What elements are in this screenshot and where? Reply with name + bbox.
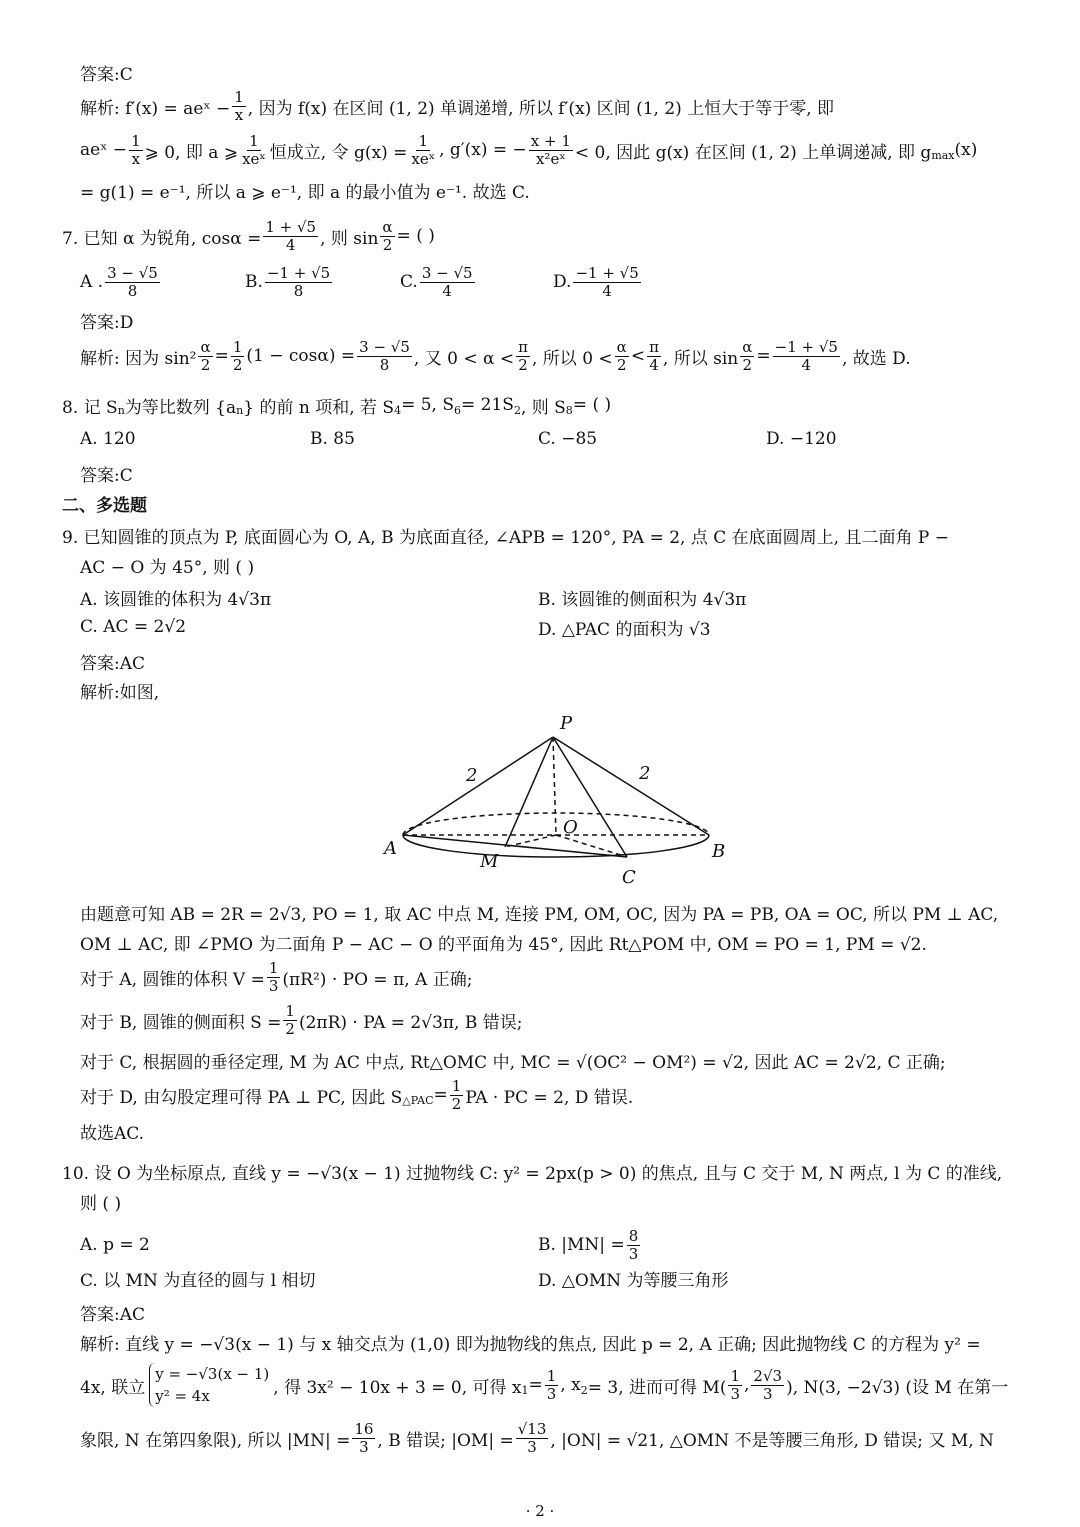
text-run: = g(1) = e⁻¹, 所以 a ⩾ e⁻¹, 即 a 的最小值为 e⁻¹. 故选 C. <box>80 182 530 203</box>
denominator: 8 <box>293 281 304 300</box>
options-row <box>0 1258 1080 1298</box>
fraction <box>232 89 246 124</box>
option <box>400 265 477 300</box>
fraction <box>773 339 840 374</box>
label-PA-length: 2 <box>466 765 478 786</box>
numerator: 2√3 <box>753 1366 783 1385</box>
text-run: 解析: 因为 sin² <box>80 348 197 369</box>
text-line <box>80 300 133 340</box>
options-row <box>0 419 1080 459</box>
text-line <box>80 922 927 962</box>
denominator: xeˣ <box>411 149 436 168</box>
subscript: max <box>931 148 955 162</box>
numerator: 1 <box>285 1001 295 1020</box>
text-run: A. 该圆锥的体积为 4√3π <box>80 589 272 610</box>
text-line <box>80 1040 946 1080</box>
numerator: −1 + √5 <box>774 337 838 356</box>
option <box>80 585 271 610</box>
text-run: 7. 已知 α 为锐角, cosα = <box>62 228 262 249</box>
subscript: 4 <box>394 403 402 417</box>
text-run: 解析: 直线 y = −√3(x − 1) 与 x 轴交点为 (1,0) 即为抛物线的焦点, 因此 p = 2, A 正确; 因此抛物线 C 的方程为 y² = <box>80 1334 981 1355</box>
text-run: = ( ) <box>396 226 435 246</box>
denominator: 3 <box>359 1437 369 1456</box>
text-run: 答案:D <box>80 312 134 333</box>
text-run: 4x, 联立 <box>80 1377 146 1398</box>
options-row <box>0 262 1080 302</box>
text-run: , g′(x) = − <box>439 140 527 160</box>
numerator: −1 + √5 <box>575 263 639 282</box>
text-run: = 3, 进而可得 M( <box>587 1377 727 1398</box>
text-run: } 的前 n 项和, 若 S <box>243 397 395 418</box>
label-P: P <box>560 713 573 734</box>
equation: y = −√3(x − 1) <box>155 1365 270 1383</box>
subscript: 8 <box>565 403 573 417</box>
text-run: , |ON| = √21, △OMN 不是等腰三角形, D 错误; 又 M, N <box>550 1430 994 1451</box>
label-B: B <box>712 841 726 862</box>
text-line <box>80 1181 121 1221</box>
option <box>538 615 711 640</box>
text-line <box>80 957 472 997</box>
fraction <box>516 339 530 374</box>
text-line <box>80 1111 144 1151</box>
fraction <box>409 133 437 168</box>
edge-PC <box>553 737 627 857</box>
numerator: 1 <box>730 1366 740 1385</box>
fraction <box>352 1421 375 1456</box>
text-run: A. p = 2 <box>80 1235 150 1255</box>
text-line <box>80 1075 633 1115</box>
fraction <box>573 265 640 300</box>
text-run: D. △OMN 为等腰三角形 <box>538 1270 729 1291</box>
text-run: 答案:C <box>80 465 133 486</box>
text-run: A. 120 <box>80 429 136 449</box>
text-run: < <box>630 346 646 366</box>
text-run: D. △PAC 的面积为 √3 <box>538 619 711 640</box>
subscript: △PAC <box>402 1093 434 1107</box>
option <box>310 429 355 449</box>
text-run: 恒成立, 令 g(x) = <box>269 142 408 163</box>
base-ellipse-front <box>403 835 709 857</box>
text-line <box>62 216 435 256</box>
fraction <box>615 339 629 374</box>
subscript: n <box>117 403 125 417</box>
fraction <box>283 1003 297 1038</box>
denominator: 2 <box>518 355 528 374</box>
denominator: 2 <box>382 235 393 254</box>
denominator: xeˣ <box>242 149 266 168</box>
text-run: B. |MN| = <box>538 1235 625 1255</box>
denominator: 8 <box>379 355 390 374</box>
text-run: (πR²) · PO = π, A 正确; <box>282 969 473 990</box>
cone-figure <box>370 705 750 895</box>
text-run: D. <box>553 272 572 292</box>
text-line <box>80 86 834 126</box>
subscript: 2 <box>580 1383 588 1397</box>
numerator: 1 <box>451 1076 462 1095</box>
text-run: = 21S <box>461 395 514 415</box>
denominator: x <box>234 105 244 124</box>
text-run: 由题意可知 AB = 2R = 2√3, PO = 1, 取 AC 中点 M, 连接 PM, OM, OC, 因为 PA = PB, OA = OC, 所以 PM ⊥ AC, <box>80 904 999 925</box>
denominator: 8 <box>127 281 138 300</box>
text-line <box>80 1365 1008 1405</box>
numerator: α <box>382 217 393 236</box>
label-M: M <box>480 851 499 872</box>
fraction <box>529 133 573 168</box>
subscript: 6 <box>454 403 461 417</box>
option <box>766 429 837 449</box>
denominator: 3 <box>546 1384 557 1403</box>
denominator: 2 <box>285 1019 295 1038</box>
label-PB-length: 2 <box>639 763 651 784</box>
text-run: = <box>433 1085 448 1105</box>
text-run: , <box>744 1375 750 1395</box>
option <box>80 1235 150 1255</box>
text-run: D. −120 <box>766 429 837 449</box>
equation-system <box>149 1363 269 1407</box>
text-run: ), N(3, −2√3) (设 M 在第一 <box>786 1377 1009 1398</box>
equation: y² = 4x <box>155 1387 210 1405</box>
option <box>538 429 597 449</box>
numerator: 3 − √5 <box>107 263 158 282</box>
denominator: 3 <box>628 1244 639 1263</box>
text-line <box>80 336 911 376</box>
fraction <box>267 960 281 995</box>
fraction <box>198 339 212 374</box>
text-run: PA · PC = 2, D 错误. <box>465 1087 634 1108</box>
option <box>245 265 334 300</box>
numerator: 1 <box>418 131 428 150</box>
text-run: 答案:AC <box>80 653 146 674</box>
option <box>80 429 136 449</box>
text-run: 故选AC. <box>80 1123 145 1144</box>
text-run: , B 错误; |OM| = <box>377 1430 514 1451</box>
denominator: 3 <box>527 1437 537 1456</box>
text-run: 解析:如图, <box>80 682 160 703</box>
numerator: 1 + √5 <box>265 217 317 236</box>
numerator: 3 − √5 <box>359 337 410 356</box>
denominator: 4 <box>442 281 452 300</box>
option <box>80 1266 316 1291</box>
text-run: 对于 C, 根据圆的垂径定理, M 为 AC 中点, Rt△OMC 中, MC = √(OC² − OM²) = √2, 因此 AC = 2√2, C 正确; <box>80 1052 946 1073</box>
page-number: · 2 · <box>525 1502 555 1520</box>
numerator: 1 <box>268 958 279 977</box>
numerator: 3 − √5 <box>421 263 473 282</box>
denominator: 4 <box>649 355 659 374</box>
option <box>538 585 746 610</box>
fraction <box>647 339 661 374</box>
edge-PO <box>553 737 556 835</box>
text-run: = <box>528 1375 543 1395</box>
text-run: A . <box>80 272 104 292</box>
text-run: , x <box>560 1375 581 1395</box>
fraction <box>751 1368 784 1403</box>
text-run: B. 85 <box>310 429 355 449</box>
text-run: , 又 0 < α < <box>413 348 515 369</box>
option <box>80 265 162 300</box>
text-run: , 则 S <box>520 397 566 418</box>
text-line <box>80 1000 523 1040</box>
numerator: π <box>649 337 659 356</box>
text-run: 9. 已知圆锥的顶点为 P, 底面圆心为 O, A, B 为底面直径, ∠APB = 120°, PA = 2, 点 C 在底面圆周上, 且二面角 P − <box>62 527 949 548</box>
text-run: B. <box>245 272 263 292</box>
text-run: C. −85 <box>538 429 598 449</box>
numerator: 1 <box>232 337 243 356</box>
numerator: 16 <box>354 1419 374 1438</box>
numerator: √13 <box>517 1419 547 1438</box>
numerator: π <box>518 337 528 356</box>
denominator: x²eˣ <box>535 149 566 168</box>
denominator: 3 <box>730 1384 740 1403</box>
numerator: α <box>200 337 211 356</box>
edge-PA <box>403 737 553 835</box>
fraction <box>357 339 412 374</box>
text-run: < 0, 因此 g(x) 在区间 (1, 2) 上单调递减, 即 g <box>574 142 932 163</box>
text-run: , 所以 0 < <box>531 348 613 369</box>
denominator: 2 <box>200 355 211 374</box>
text-run: 二、多选题 <box>62 495 147 516</box>
text-line <box>80 170 530 210</box>
denominator: 4 <box>602 281 612 300</box>
text-run: 象限, N 在第四象限), 所以 |MN| = <box>80 1430 351 1451</box>
denominator: 2 <box>616 355 627 374</box>
text-run: = <box>756 346 771 366</box>
text-run: , 则 sin <box>320 228 379 249</box>
fraction <box>516 1421 549 1456</box>
subscript: n <box>236 403 244 417</box>
numerator: 8 <box>628 1226 639 1245</box>
denominator: 2 <box>451 1094 462 1113</box>
denominator: 2 <box>742 355 753 374</box>
text-run: AC − O 为 45°, 则 ( ) <box>80 557 255 578</box>
fraction <box>263 219 318 254</box>
text-run: = <box>214 346 229 366</box>
text-run: 8. 记 S <box>62 397 118 418</box>
text-run: 解析: f′(x) = aeˣ − <box>80 98 231 119</box>
text-run: , 故选 D. <box>841 348 911 369</box>
numerator: α <box>742 337 753 356</box>
text-line <box>62 1151 1002 1191</box>
text-run: 10. 设 O 为坐标原点, 直线 y = −√3(x − 1) 过抛物线 C: y² = 2px(p > 0) 的焦点, 且与 C 交于 M, N 两点, l 为 C 的准线, <box>62 1163 1003 1184</box>
text-run: 对于 B, 圆锥的侧面积 S = <box>80 1012 282 1033</box>
fraction <box>728 1368 742 1403</box>
denominator: 3 <box>762 1384 773 1403</box>
fraction <box>105 265 160 300</box>
text-run: 答案:AC <box>80 1304 146 1325</box>
text-run: = 5, S <box>401 395 454 415</box>
fraction <box>380 219 394 254</box>
options-row <box>0 607 1080 647</box>
fraction <box>231 339 245 374</box>
text-line <box>80 670 159 710</box>
denominator: x <box>131 149 141 168</box>
text-run: OM ⊥ AC, 即 ∠PMO 为二面角 P − AC − O 的平面角为 45°, 因此 Rt△POM 中, OM = PO = 1, PM = √2. <box>80 934 927 955</box>
label-A: A <box>384 838 397 859</box>
numerator: 1 <box>546 1366 557 1385</box>
subscript: 1 <box>521 1383 529 1397</box>
text-run: aeˣ − <box>80 140 128 160</box>
text-run: 为等比数列 {a <box>124 397 237 418</box>
text-run: C. <box>400 272 418 292</box>
numerator: x + 1 <box>530 131 571 150</box>
text-run: 答案:C <box>80 64 133 85</box>
fraction <box>240 133 268 168</box>
fraction <box>265 265 332 300</box>
text-run: = ( ) <box>572 395 612 415</box>
fraction <box>129 133 143 168</box>
label-O: O <box>563 817 578 838</box>
numerator: α <box>616 337 627 356</box>
text-run: , 因为 f(x) 在区间 (1, 2) 单调递增, 所以 f′(x) 区间 (1, 2) 上恒大于等于零, 即 <box>247 98 835 119</box>
option <box>553 265 643 300</box>
text-run: C. 以 MN 为直径的圆与 l 相切 <box>80 1270 316 1291</box>
text-run: (x) <box>954 140 978 160</box>
text-run: (2πR) · PA = 2√3π, B 错误; <box>298 1012 523 1033</box>
numerator: 1 <box>131 131 141 150</box>
fraction <box>740 339 754 374</box>
text-run: B. 该圆锥的侧面积为 4√3π <box>538 589 747 610</box>
text-line <box>80 130 977 170</box>
text-run: ⩾ 0, 即 a ⩾ <box>144 142 239 163</box>
text-run: 则 ( ) <box>80 1193 122 1214</box>
fraction <box>420 265 475 300</box>
text-run: 对于 D, 由勾股定理可得 PA ⊥ PC, 因此 S <box>80 1087 403 1108</box>
option <box>538 1266 729 1291</box>
text-run: C. AC = 2√2 <box>80 617 187 637</box>
denominator: 4 <box>285 235 296 254</box>
text-run: 对于 A, 圆锥的体积 V = <box>80 969 265 990</box>
fraction <box>450 1078 464 1113</box>
text-run: (1 − cosα) = <box>246 346 356 366</box>
denominator: 4 <box>801 355 812 374</box>
denominator: 2 <box>232 355 243 374</box>
text-run: , 所以 sin <box>662 348 739 369</box>
numerator: 1 <box>234 87 244 106</box>
text-line <box>80 1418 994 1458</box>
text-line <box>80 1322 981 1362</box>
option <box>80 617 186 637</box>
denominator: 3 <box>268 976 279 995</box>
numerator: 1 <box>249 131 259 150</box>
text-run: , 得 3x² − 10x + 3 = 0, 可得 x <box>273 1377 522 1398</box>
label-C: C <box>622 867 636 888</box>
numerator: −1 + √5 <box>266 263 331 282</box>
subscript: 2 <box>513 403 521 417</box>
fraction <box>545 1368 559 1403</box>
